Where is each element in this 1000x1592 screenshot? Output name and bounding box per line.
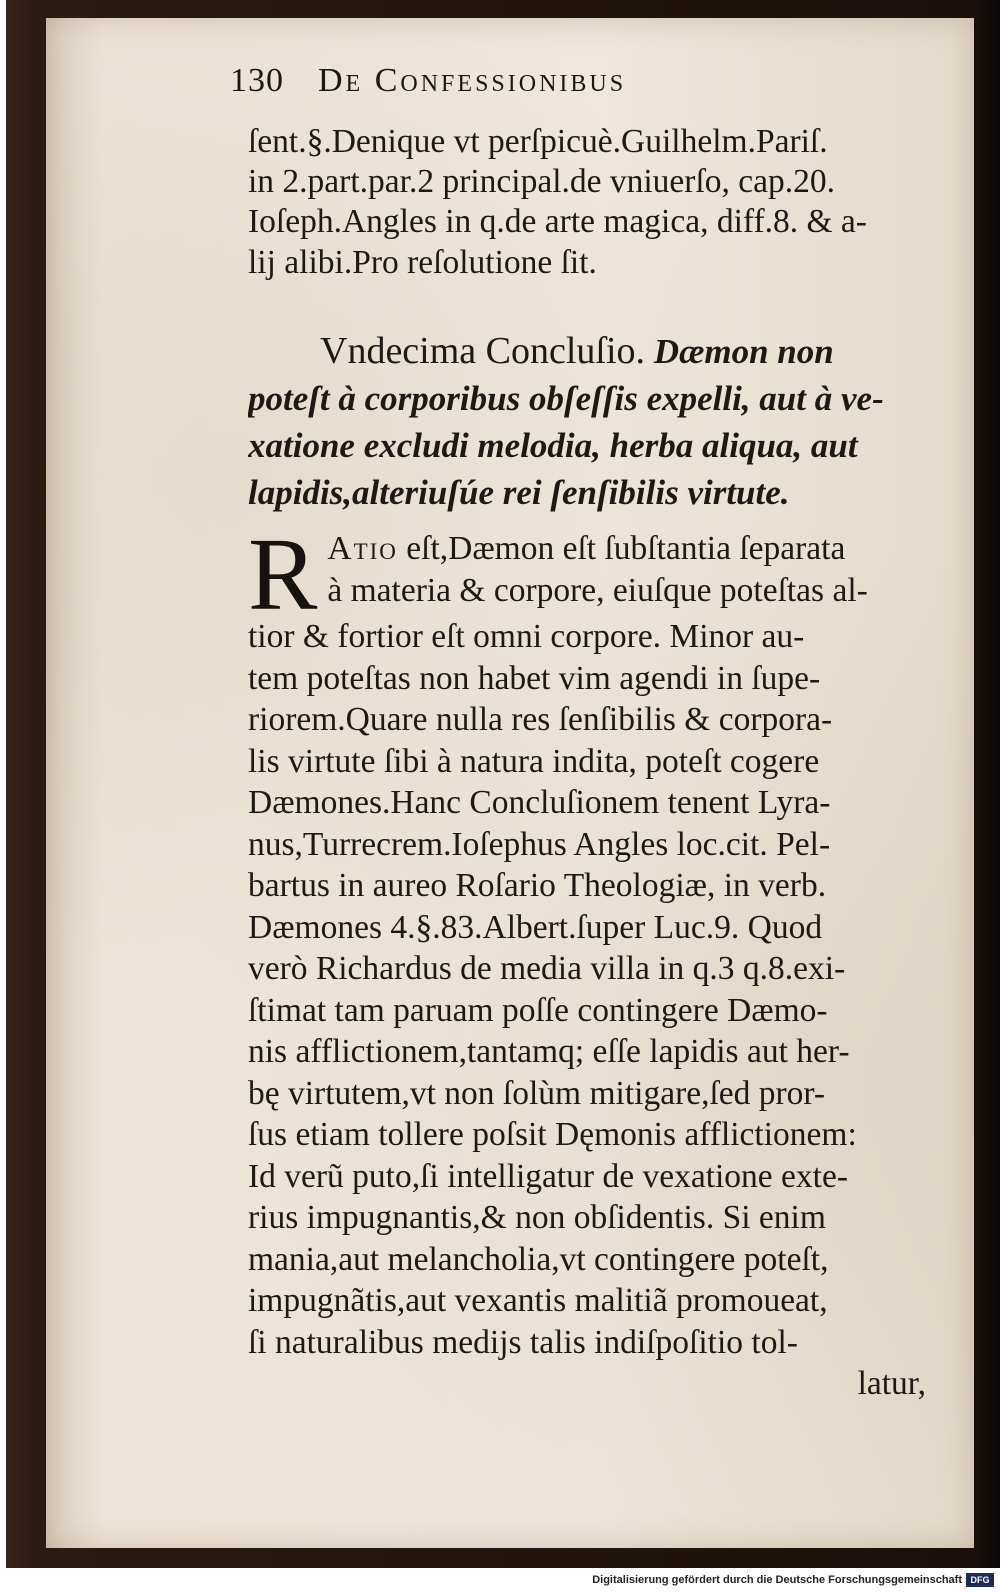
conclusion-line: xatione excludi melodia, herba aliqua, aut	[248, 426, 858, 465]
running-title: De Confessionibus	[318, 62, 627, 99]
running-head	[230, 62, 850, 100]
intro-paragraph	[248, 122, 948, 283]
text-line: verò Richardus de media villa in q.3 q.8.exi-	[248, 950, 846, 987]
first-line-rest: eſt,Dæmon eſt ſubſtantia ſeparata	[397, 530, 846, 567]
dfg-logo: DFG	[966, 1573, 994, 1587]
ratio-paragraph	[248, 517, 948, 1405]
text-line: Ioſeph.Angles in q.de arte magica, diff.8. & a-	[248, 203, 867, 241]
catchword: latur,	[857, 1365, 926, 1402]
text-line: tior & fortior eſt omni corpore. Minor au-	[248, 618, 805, 655]
text-line: ſtimat tam paruam poſſe contingere Dæmo-	[248, 991, 828, 1029]
text-line: lis virtute ſibi à natura indita, poteſt cogere	[248, 742, 820, 780]
text-line: riorem.Quare nulla res ſenſibilis & corpora-	[248, 701, 833, 738]
conclusion-title: Vndecima Concluſio.	[320, 330, 646, 372]
first-word: Atio	[327, 530, 398, 567]
text-line: ſi naturalibus medijs talis indiſpoſitio tol-	[248, 1323, 798, 1361]
text-line: impugnãtis,aut vexantis malitiã promoueat,	[248, 1282, 828, 1319]
text-line: à materia & corpore, eiuſque poteſtas al-	[327, 571, 868, 609]
conclusion-line: poteſt à corporibus obſeſſis expelli, aut à ve-	[248, 379, 884, 418]
text-line: nus,Turrecrem.Ioſephus Angles loc.cit. Pel-	[248, 825, 831, 863]
conclusion-statement-start: Dæmon non	[653, 332, 834, 371]
text-line: Dæmones 4.§.83.Albert.ſuper Luc.9. Quod	[248, 908, 823, 946]
conclusion-first-line	[248, 328, 948, 375]
text-line: Id verũ puto,ſi intelligatur de vexatione exte-	[248, 1157, 849, 1195]
text-line: ſus etiam tollere poſsit Dęmonis afflictionem:	[248, 1116, 857, 1153]
text-line: bartus in aureo Roſario Theologiæ, in verb.	[248, 867, 827, 904]
text-line: Dæmones.Hanc Concluſionem tenent Lyra-	[248, 784, 831, 821]
funding-credit: Digitalisierung gefördert durch die Deutsche Forschungsgemeinschaft	[592, 1574, 962, 1586]
conclusion-paragraph	[248, 328, 948, 516]
text-line: in 2.part.par.2 principal.de vniuerſo, cap.20.	[248, 163, 836, 201]
text-line: rius impugnantis,& non obſidentis. Si enim	[248, 1199, 826, 1236]
page-number: 130	[230, 62, 284, 99]
text-line	[327, 528, 948, 570]
text-line: ſent.§.Denique vt perſpicuè.Guilhelm.Pariſ.	[248, 123, 828, 160]
text-line: mania,aut melancholia,vt contingere poteſt,	[248, 1240, 829, 1278]
text-line: nis afflictionem,tantamq; eſſe lapidis aut her-	[248, 1033, 850, 1070]
text-line: bę virtutem,vt non ſolùm mitigare,ſed pror-	[248, 1074, 826, 1112]
conclusion-line: lapidis,alteriuſúe rei ſenſibilis virtute.	[248, 473, 790, 512]
text-line: tem poteſtas non habet vim agendi in ſupe-	[248, 659, 821, 697]
text-line: lij alibi.Pro reſolutione ſit.	[248, 243, 597, 281]
drop-cap: R	[248, 517, 318, 632]
digitization-footer	[0, 1570, 1000, 1592]
